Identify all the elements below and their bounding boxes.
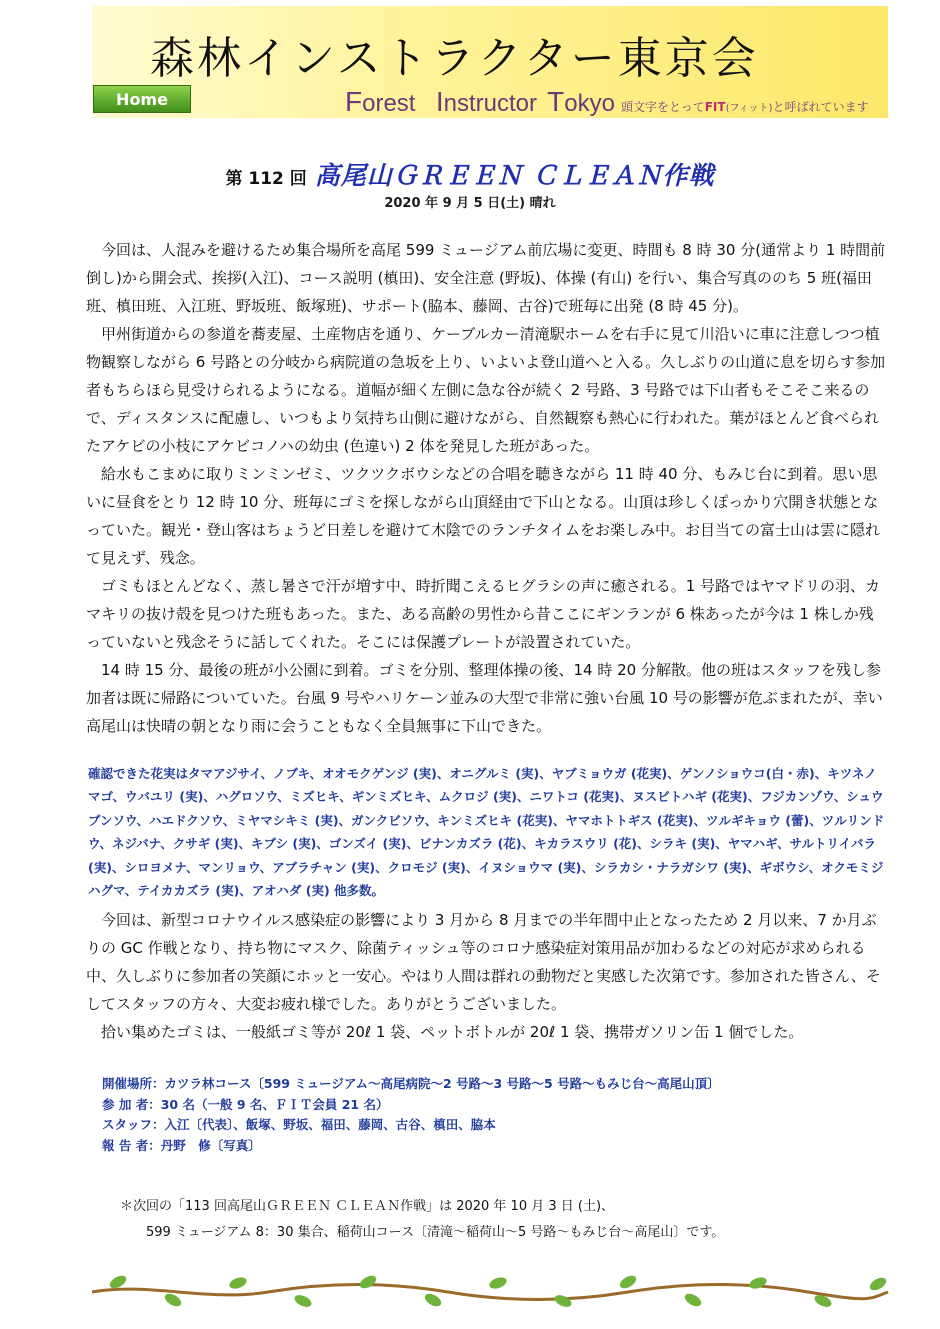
article-headline — [0, 156, 940, 192]
paragraph: 14 時 15 分、最後の班が小公園に到着。ゴミを分別、整理体操の後、14 時 20 分解散。他の班はスタッフを残し参加者は既に帰路についていた。台風 9 号やハリケーン並みの大型で非常に強い台風 10 号の影響が危ぶまれたが、幸い高尾山は快晴の朝となり雨に会うこともなく全員無事に下山できた。 — [86, 661, 883, 735]
paragraph: 拾い集めたゴミは、一般紙ゴミ等が 20ℓ 1 袋、ペットボトルが 20ℓ 1 袋、携帯ガソリン缶 1 個でした。 — [101, 1023, 804, 1041]
site-title: 森林インストラクター東京会 — [150, 33, 759, 84]
closing-body — [86, 906, 886, 1046]
info-participants: 参 加 者：30 名（一般 9 名、ＦＩＴ会員 21 名） — [102, 1096, 389, 1112]
info-venue: 開催場所：カツラ林コース〔599 ミュージアム～高尾病院～2 号路～3 号路～5 号路～もみじ台～高尾山頂〕 — [102, 1076, 720, 1091]
article-title: 高尾山ＧＲＥＥＮ ＣＬＥＡＮ作戦 — [314, 161, 715, 190]
issue-number: 第 112 回 — [225, 169, 307, 189]
next-line-2: 599 ミュージアム 8：30 集合、稲荷山コース〔清滝～稲荷山～5 号路～もみじ台～高尾山〕です。 — [146, 1225, 725, 1240]
next-line-1: ＊次回の「113 回高尾山ＧＲＥＥＮ ＣＬＥＡＮ作戦」は 2020 年 10 月 3 日 (土)、 — [120, 1199, 615, 1214]
fit-tagline: Forest Instructor Tokyo 頭文字をとってFIT(フィット)と呼ばれています — [345, 86, 869, 117]
flower-list: 確認できた花実はタマアジサイ、ノブキ、オオモクゲンジ (実)、オニグルミ (実)、ヤブミョウガ (花実)、ゲンノショウコ(白・赤)、キツネノマゴ、ウバユリ (実)、ハグロソウ、ミズヒキ、ギンミズヒキ、ムクロジ (実)、ニワトコ (花実)、ヌスビトハギ (花実)、フジカンゾウ、シュウブンソウ、ハエドクソウ、ミヤマシキミ (実)、ガンクビソウ、キンミズヒキ (花実)、ヤマホトトギス (花実)、ツルギキョウ (蕾)、ツルリンドウ、ネジバナ、クサギ (実)、キブシ (実)、ゴンズイ (実)、ビナンカズラ (花)、キカラスウリ (花)、シラキ (実)、ヤマハギ、サルトリイバラ (実)、シロヨメナ、マンリョウ、アブラチャン (実)、クロモジ (実)、イヌショウマ (実)、シラカシ・ナラガシワ (実)、ギボウシ、オクモミジハグマ、テイカカズラ (実)、アオハダ (実) 他多数。 — [88, 766, 885, 899]
article-date: 2020 年 9 月 5 日(土) 晴れ — [384, 196, 556, 211]
home-button[interactable]: Home — [93, 85, 191, 113]
paragraph: 甲州街道からの参道を蕎麦屋、土産物店を通り、ケーブルカー清滝駅ホームを右手に見て川沿いに車に注意しつつ植物観察しながら 6 号路との分岐から病院道の急坂を上り、いよいよ登山道へと入る。久しぶりの山道に息を切らす参加者もちらほら見受けられるようになる。道幅が細く左側に急な谷が続く 2 号路、3 号路では下山者もそこそこ来るので、ディスタンスに配慮し、いつもより気持ち山側に避けながら、自然観察も熱心に行われた。葉がほとんど食べられたアケビの小枝にアケビコノハの幼虫 (色違い) 2 体を発見した班があった。 — [86, 325, 886, 455]
article-body — [86, 236, 886, 740]
paragraph: 今回は、人混みを避けるため集合場所を高尾 599 ミュージアム前広場に変更、時間も 8 時 30 分(通常より 1 時間前倒し)から開会式、挨拶(入江)、コース説明 (槙田)、安全注意 (野坂)、体操 (有山) を行い、集合写真ののち 5 班(福田班、槙田班、入江班、野坂班、飯塚班)、サポート(脇本、藤岡、古谷)で班毎に出発 (8 時 45 分)。 — [86, 241, 886, 315]
paragraph: ゴミもほとんどなく、蒸し暑さで汗が増す中、時折聞こえるヒグラシの声に癒される。1 号路ではヤマドリの羽、カマキリの抜け殻を見つけた班もあった。また、ある高齢の男性から昔ここにギンランが 6 株あったが今は 1 株しか残っていないと残念そうに話してくれた。そこには保護プレートが設置されていた。 — [86, 577, 881, 651]
paragraph: 給水もこまめに取りミンミンゼミ、ツクツクボウシなどの合唱を聴きながら 11 時 40 分、もみじ台に到着。思い思いに昼食をとり 12 時 10 分、班毎にゴミを探しながら山頂経由で下山となる。山頂は珍しくぽっかり穴開き状態となっていた。観光・登山客はちょうど日差しを避けて木陰でのランチタイムをお楽しみ中。お目当ての富士山は雲に隠れて見えず、残念。 — [86, 465, 880, 567]
next-event-note — [120, 1194, 724, 1246]
info-staff: スタッフ：入江〔代表〕、飯塚、野坂、福田、藤岡、古谷、槙田、脇本 — [102, 1117, 496, 1132]
paragraph: 今回は、新型コロナウイルス感染症の影響により 3 月から 8 月までの半年間中止となったため 2 月以来、7 か月ぶりの GC 作戦となり、持ち物にマスク、除菌ティッシュ等のコロナ感染症対策用品が加わるなどの対応が求められる中、久しぶりに参加者の笑顔にホッと一安心。やはり人間は群れの動物だと実感した次第です。参加された皆さん、そしてスタッフの方々、大変お疲れ様でした。ありがとうございました。 — [86, 911, 881, 1013]
info-reporter: 報 告 者：丹野 修〔写真〕 — [102, 1137, 261, 1153]
vine-decoration — [88, 1270, 892, 1310]
event-info — [102, 1074, 720, 1156]
